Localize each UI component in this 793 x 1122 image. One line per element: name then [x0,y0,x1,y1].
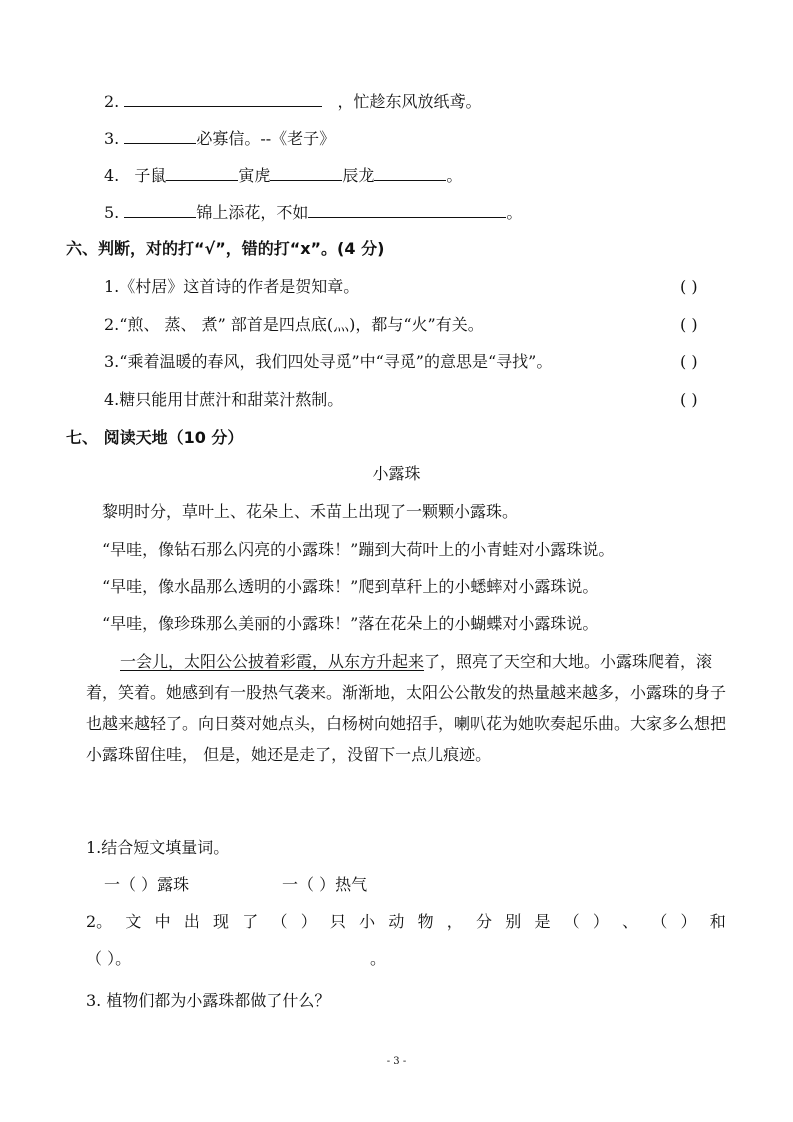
question-2-char: ） [300,912,317,931]
passage-paragraph-3: “早哇，像水晶那么透明的小露珠！”爬到草秆上的小蟋蟀对小露珠说。 [102,577,599,596]
page-number: - 3 - [386,1056,407,1067]
passage-paragraph-2: “早哇，像钻石那么闪亮的小露珠！”蹦到大荷叶上的小青蛙对小露珠说。 [102,540,615,559]
question-2-char: 物 [417,912,434,931]
question-2-char: 、 [622,912,639,931]
section-6-heading: 六、判断，对的打“√”，错的打“x”。(4 分) [66,239,385,258]
answer-blank[interactable] [308,201,506,218]
question-number: 3. [104,129,120,148]
measure-word-blank-2[interactable]: 一（ ）热气 [282,875,368,894]
question-2-char: 别 [505,912,522,931]
answer-blank[interactable] [124,127,196,144]
question-2-char: 文 [125,912,142,931]
measure-word-blank-1[interactable]: 一（ ）露珠 [104,875,190,894]
section-7-heading: 七、 阅读天地（10 分） [66,428,244,447]
question-number: 5. [104,203,120,222]
question-2-char: ， [446,912,463,931]
fill-question-2 [104,90,481,113]
answer-blank[interactable] [124,90,322,107]
fill-question-3 [104,127,335,150]
question-text: 寅虎 [238,166,271,185]
passage-paragraph-1: 黎明时分，草叶上、花朵上、禾苗上出现了一颗颗小露珠。 [102,502,519,521]
reading-question-3: 3. 植物们都为小露珠都做了什么？ [86,991,331,1010]
answer-parentheses[interactable]: ( ) [680,277,698,296]
question-number: 4. [104,166,120,185]
question-2-char: 只 [329,912,346,931]
question-2-char: ） [680,912,697,931]
question-2-char: 和 [709,912,726,931]
passage-title: 小露珠 [372,464,421,483]
question-number: 2. [104,92,120,111]
paragraph-text: 了，照亮了天空和大地。小露珠爬着，滚着，笑着。她感到有一股热气袭来。渐渐地，太阳公公散发的热量越来越多，小露珠的身子也越来越轻了。向日葵对她点头，白杨树向她招手，喇叭花为她吹奏起乐曲。大家多么想把小露珠留住哇， 但是，她还是走了，没留下一点儿痕迹。 [86,652,727,764]
question-text: 辰龙 [342,166,375,185]
fill-question-5 [104,201,522,224]
question-2-char: （ [651,912,668,931]
question-text: 。 [446,166,463,185]
passage-paragraph-5 [86,646,728,770]
reading-question-2-continued[interactable]: （ ）。 [86,949,132,968]
reading-question-2-end: 。 [370,949,387,968]
question-text: 必寡信。--《老子》 [196,129,336,148]
answer-blank[interactable] [270,164,342,181]
question-2-char: 2。 [86,912,113,931]
question-text: 。 [506,203,523,222]
answer-blank[interactable] [166,164,238,181]
judge-item-1: 1.《村居》这首诗的作者是贺知章。 [104,277,360,296]
answer-parentheses[interactable]: ( ) [680,315,698,334]
underlined-sentence: 一会儿，太阳公公披着彩霞，从东方升起来 [120,652,425,671]
fill-question-4 [104,164,462,187]
question-2-char: （ [563,912,580,931]
question-2-char: 出 [183,912,200,931]
answer-blank[interactable] [374,164,446,181]
question-text: 锦上添花，不如 [196,203,309,222]
question-2-char: 小 [359,912,376,931]
question-2-char: 了 [242,912,259,931]
passage-paragraph-4: “早哇，像珍珠那么美丽的小露珠！”落在花朵上的小蝴蝶对小露珠说。 [102,614,599,633]
reading-question-1: 1.结合短文填量词。 [86,838,230,857]
question-2-char: ） [592,912,609,931]
judge-item-4: 4.糖只能用甘蔗汁和甜菜汁熬制。 [104,390,344,409]
question-text: 子鼠 [134,166,167,185]
question-2-char: （ [271,912,288,931]
answer-blank[interactable] [124,201,196,218]
answer-parentheses[interactable]: ( ) [680,352,698,371]
question-2-char: 是 [534,912,551,931]
reading-question-2 [86,911,726,933]
answer-parentheses[interactable]: ( ) [680,390,698,409]
judge-item-2: 2.“煎、 蒸、 煮” 部首是四点底(灬)，都与“火”有关。 [104,315,484,334]
question-2-char: 分 [476,912,493,931]
question-2-char: 中 [154,912,171,931]
question-text: ，忙趁东风放纸鸢。 [337,92,482,111]
question-2-char: 现 [213,912,230,931]
question-2-char: 动 [388,912,405,931]
judge-item-3: 3.“乘着温暖的春风，我们四处寻觅”中“寻觅”的意思是“寻找”。 [104,352,553,371]
